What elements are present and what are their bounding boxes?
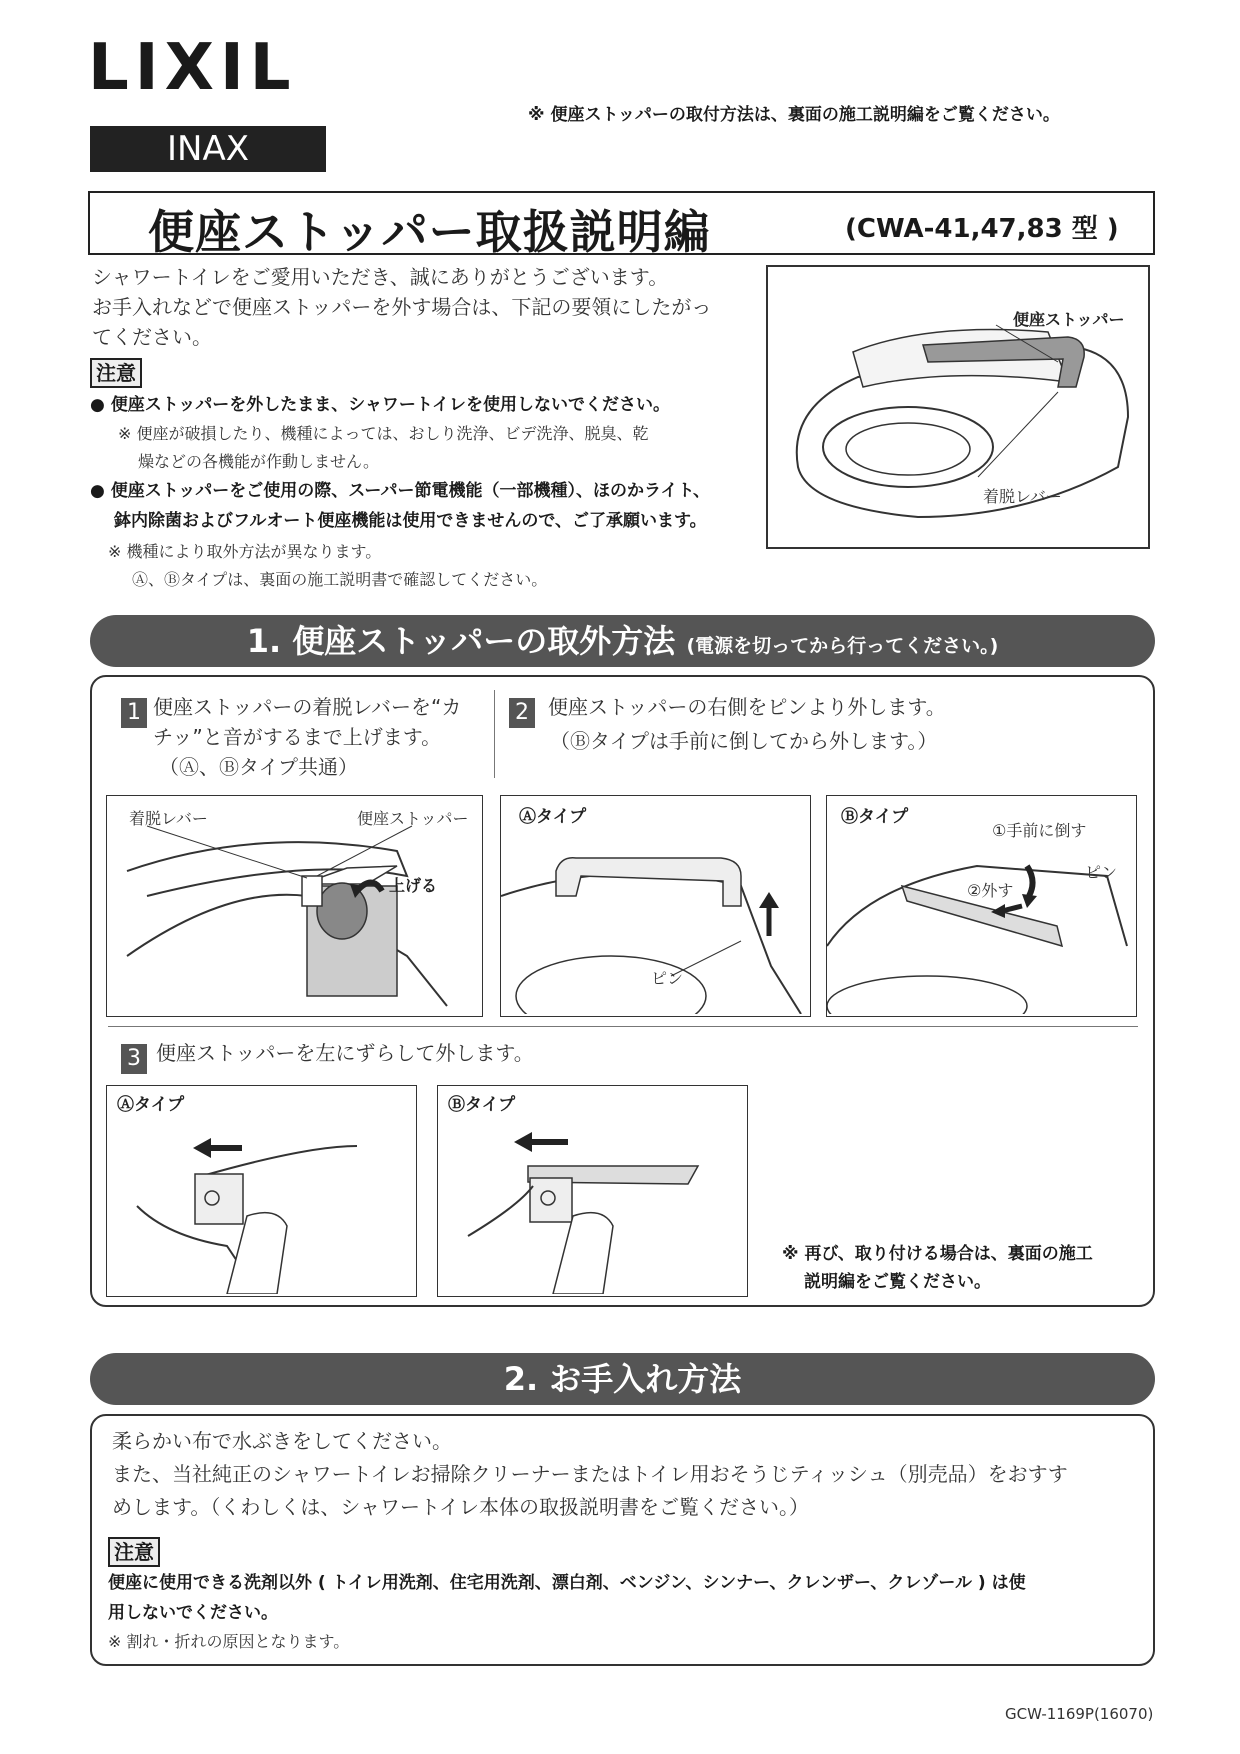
step2-figure-b bbox=[826, 795, 1137, 1017]
step3b-title: Ⓑタイプ bbox=[448, 1095, 516, 1115]
step3-number: 3 bbox=[121, 1044, 147, 1074]
caution-list: ● 便座ストッパーを外したまま、シャワートイレを使用しないでください。 ※ 便座が破損したり、機種によっては、おしり洗浄、ビデ洗浄、脱臭、乾 燥などの各機能が作動しません。 ● 便座ストッパーをご使用の際、スーパー節電機能（一部機種）、ほのかライト、 鉢内除菌およびフルオート便座機能は使用できませんので、ご了承願います。 bbox=[90, 395, 711, 531]
page-title: 便座ストッパー取扱説明編 bbox=[148, 205, 711, 259]
step2b-tilt-label: ①手前に倒す bbox=[992, 821, 1087, 840]
care-caution-tag: 注意 bbox=[108, 1537, 160, 1567]
row-divider bbox=[108, 1026, 1138, 1027]
section1-banner: 1. 便座ストッパーの取外方法 (電源を切ってから行ってください。) bbox=[90, 615, 1155, 667]
step3-text: 便座ストッパーを左にずらして外します。 bbox=[156, 1041, 534, 1065]
step1-lever-label: 着脱レバー bbox=[129, 809, 208, 828]
step3a-title: Ⓐタイプ bbox=[117, 1095, 185, 1115]
step2a-title: Ⓐタイプ bbox=[519, 807, 587, 827]
model-number: (CWA-41,47,83 型 ) bbox=[845, 214, 1119, 244]
step1-number: 1 bbox=[121, 698, 147, 728]
care-warning: 便座に使用できる洗剤以外 ( トイレ用洗剤、住宅用洗剤、漂白剤、ベンジン、シンナー、クレンザー、クレゾール ) は使 用しないでください。 ※ 割れ・折れの原因となります。 bbox=[108, 1573, 1026, 1651]
step1-figure bbox=[106, 795, 483, 1017]
intro-text: シャワートイレをご愛用いただき、誠にありがとうございます。 お手入れなどで便座ストッパーを外す場合は、下記の要領にしたがっ てください。 bbox=[92, 265, 712, 349]
inax-logo: INAX bbox=[90, 126, 326, 172]
step1-up-label: 上げる bbox=[389, 876, 438, 895]
section2-banner: 2. お手入れ方法 bbox=[90, 1353, 1155, 1405]
step2b-remove-label: ②外す bbox=[967, 881, 1014, 900]
care-text: 柔らかい布で水ぶきをしてください。 また、当社純正のシャワートイレお掃除クリーナーまたはトイレ用おそうじティッシュ（別売品）をおすす めします。（くわしくは、シャワートイレ本体の取扱説明書をご覧ください。） bbox=[112, 1429, 1068, 1519]
step3-figure-a bbox=[106, 1085, 417, 1297]
step1-text: 便座ストッパーの着脱レバーを“カ チッ”と音がするまで上げます。 （Ⓐ、Ⓑタイプ共通） bbox=[153, 695, 462, 779]
toilet-illustration bbox=[768, 267, 1148, 547]
hero-figure bbox=[766, 265, 1150, 549]
lixil-logo: LIXIL bbox=[88, 31, 297, 105]
step1-stopper-label: 便座ストッパー bbox=[357, 809, 469, 828]
caution-tag: 注意 bbox=[90, 358, 142, 388]
step2b-pin-label: ピン bbox=[1085, 863, 1118, 882]
document-code: GCW-1169P(16070) bbox=[1005, 1705, 1154, 1723]
step2-text: 便座ストッパーの右側をピンより外します。 （Ⓑタイプは手前に倒してから外します。） bbox=[548, 695, 946, 753]
top-note: ※ 便座ストッパーの取付方法は、裏面の施工説明編をご覧ください。 bbox=[528, 105, 1060, 125]
type-note: ※ 機種により取外方法が異なります。 Ⓐ、Ⓑタイプは、裏面の施工説明書で確認してください。 bbox=[108, 542, 548, 589]
step2b-title: Ⓑタイプ bbox=[841, 807, 909, 827]
step2-number: 2 bbox=[509, 698, 535, 728]
step3-note: ※ 再び、取り付ける場合は、裏面の施工 説明編をご覧ください。 bbox=[782, 1244, 1093, 1292]
hero-lever-label: 着脱レバー bbox=[983, 487, 1062, 506]
hero-stopper-label: 便座ストッパー bbox=[1013, 310, 1125, 329]
step2a-pin-label: ピン bbox=[651, 969, 684, 988]
step2-figure-a bbox=[500, 795, 811, 1017]
step3-figure-b bbox=[437, 1085, 748, 1297]
step-divider bbox=[494, 690, 495, 778]
